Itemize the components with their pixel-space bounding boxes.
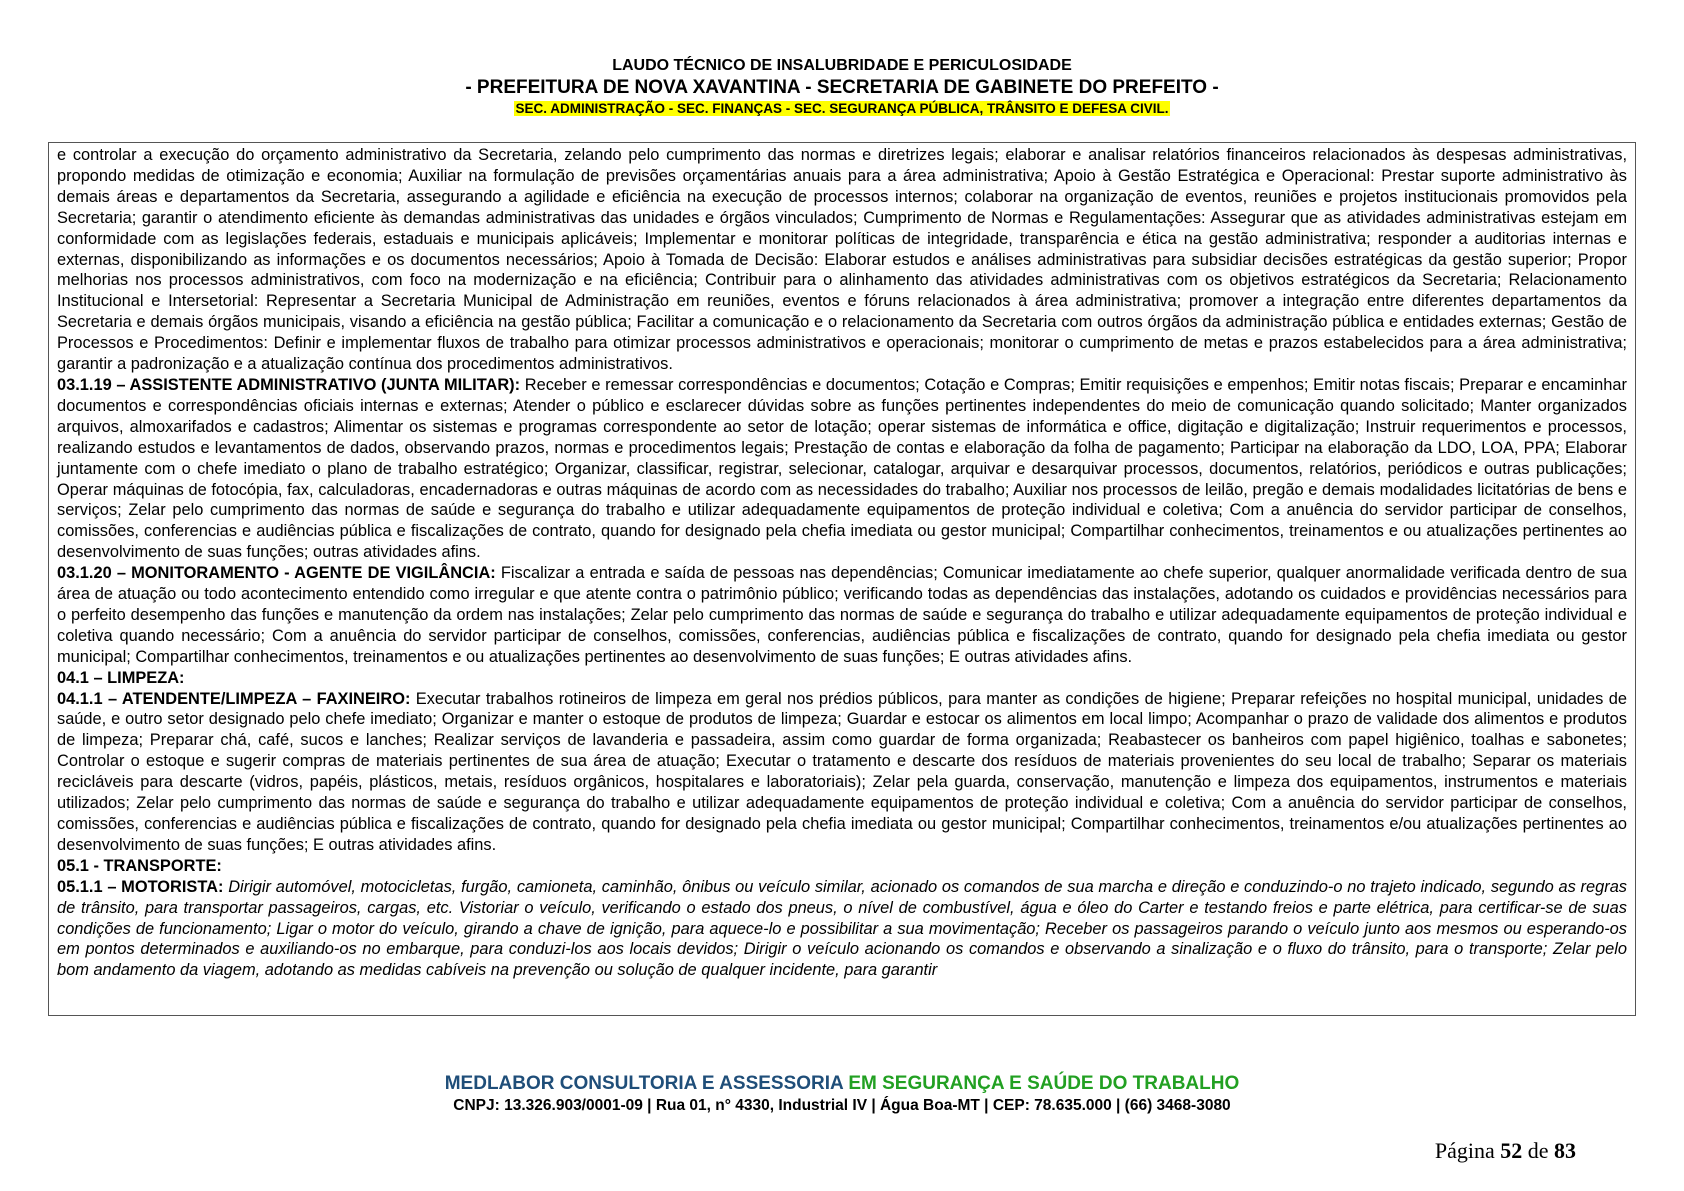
- report-title: LAUDO TÉCNICO DE INSALUBRIDADE E PERICULOSIDADE: [612, 57, 1072, 74]
- section-motorista: [57, 877, 1627, 982]
- company-name: MEDLABOR CONSULTORIA E ASSESSORIA EM SEGURANÇA E SAÚDE DO TRABALHO: [444, 1073, 1240, 1094]
- highlighted-secretariats: SEC. ADMINISTRAÇÃO - SEC. FINANÇAS - SEC. SEGURANÇA PÚBLICA, TRÂNSITO E DEFESA CIVIL.: [515, 101, 1169, 116]
- section-faxineiro: [57, 689, 1627, 856]
- page-number: Página 52 de 83: [1434, 1138, 1576, 1163]
- section-text: Fiscalizar a entrada e saída de pessoas nas dependências; Comunicar imediatamente ao chefe superior, qualquer anormalidade verificada dentro de sua área de atuação ou todo acontecimento entendido como irregular e que atente contra o patrimônio público; verificando todas as dependências das instalações, adotando os cuidados e providências necessários para o perfeito desempenho das funções e manutenção da ordem nas instalações; Zelar pelo cumprimento das normas de saúde e segurança do trabalho e utilizar adequadamente equipamentos de proteção individual e coletiva quando necessário; Com a anuência do servidor participar de conselhos, comissões, conferencias, audiências pública e fiscalizações de contrato, quando for designado pela chefia imediata ou gestor municipal; Compartilhar conhecimentos, treinamentos e ou atualizações pertinentes ao desenvolvimento de suas funções; E outras atividades afins.: [57, 564, 1627, 666]
- document-header: [0, 56, 1684, 118]
- section-title: 04.1.1 – ATENDENTE/LIMPEZA – FAXINEIRO:: [57, 689, 411, 708]
- paragraph-continuation: e controlar a execução do orçamento administrativo da Secretaria, zelando pelo cumprimento das normas e diretrizes legais; elaborar e analisar relatórios financeiros relacionados às despesas administrativas, propondo medidas de otimização e economia; Auxiliar na formulação de previsões orçamentárias anuais para a área administrativa; Apoio à Gestão Estratégica e Operacional: Prestar suporte administrativo às demais áreas e departamentos da Secretaria, assegurando a agilidade e eficiência na execução de processos internos; colaborar na organização de eventos, reuniões e projetos institucionais promovidos pela Secretaria; garantir o atendimento eficiente às demandas administrativas das unidades e órgãos vinculados; Cumprimento de Normas e Regulamentações: Assegurar que as atividades administrativas estejam em conformidade com as legislações federais, estaduais e municipais aplicáveis; Implementar e monitorar políticas de integridade, transparência e ética na gestão administrativa; responder a auditorias internas e externas, disponibilizando as informações e os documentos necessários; Apoio à Tomada de Decisão: Elaborar estudos e análises administrativas para subsidiar decisões estratégicas da gestão superior; Propor melhorias nos processos administrativos, com foco na modernização e na eficiência; Contribuir para o alinhamento das atividades administrativas com os objetivos estratégicos da Secretaria; Relacionamento Institucional e Intersetorial: Representar a Secretaria Municipal de Administração em reuniões, eventos e fóruns relacionados à área administrativa; promover a integração entre diferentes departamentos da Secretaria e demais órgãos municipais, visando a eficiência na gestão pública; Facilitar a comunicação e o relacionamento da Secretaria com outros órgãos da administração pública e entidades externas; Gestão de Processos e Procedimentos: Definir e implementar fluxos de trabalho para otimizar processos administrativos e operacionais; monitorar o cumprimento de metas e prazos estabelecidos para a área administrativa; garantir a padronização e a atualização contínua dos procedimentos administrativos.: [57, 146, 1627, 374]
- section-assistente-administrativo: [57, 375, 1627, 563]
- section-title: 05.1.1 – MOTORISTA:: [57, 877, 224, 896]
- section-title: 03.1.19 – ASSISTENTE ADMINISTRATIVO (JUNTA MILITAR):: [57, 375, 521, 394]
- section-agente-vigilancia: [57, 563, 1627, 668]
- content-box: [48, 142, 1636, 1016]
- section-title: 03.1.20 – MONITORAMENTO - AGENTE DE VIGILÂNCIA:: [57, 564, 496, 583]
- section-heading-transporte: 05.1 - TRANSPORTE:: [57, 856, 222, 875]
- section-text: Dirigir automóvel, motocicletas, furgão, camioneta, caminhão, ônibus ou veículo similar, acionado os comandos de sua marcha e direção e conduzindo-o no trajeto indicado, segundo as regras de trânsito, para transportar passageiros, cargas, etc. Vistoriar o veículo, verificando o estado dos pneus, o nível de combustível, água e óleo do Carter e testando freios e parte elétrica, para certificar-se de suas condições de funcionamento; Ligar o motor do veículo, girando a chave de ignição, para aquece-lo e possibilitar a sua movimentação; Receber os passageiros parando o veículo junto aos mesmos ou esperando-os em pontos determinados e auxiliando-os no embarque, para conduzi-los aos locais devidos; Dirigir o veículo acionando os comandos e observando a sinalização e o fluxo do trânsito, para o transporte; Zelar pelo bom andamento da viagem, adotando as medidas cabíveis na prevenção ou solução de qualquer incidente, para garantir: [57, 877, 1628, 980]
- document-footer: [0, 1072, 1684, 1116]
- section-heading-limpeza: 04.1 – LIMPEZA:: [57, 668, 185, 687]
- section-text: Executar trabalhos rotineiros de limpeza em geral nos prédios públicos, para manter as condições de higiene; Preparar refeições no hospital municipal, unidades de saúde, e outro setor designado pelo chefe imediato; Organizar e manter o estoque de produtos de limpeza; Guardar e estocar os alimentos em local limpo; Acompanhar o prazo de validade dos alimentos e produtos de limpeza; Preparar chá, café, sucos e lanches; Realizar serviços de lavanderia e passadeira, assim como guardar de forma organizada; Reabastecer os banheiros com papel higiênico, toalhas e sabonetes; Controlar o estoque e sugerir compras de materiais pertinentes de sua área de atuação; Executar o tratamento e descarte dos resíduos de materiais provenientes do seu local de trabalho; Separar os materiais recicláveis para descarte (vidros, papéis, plásticos, metais, resíduos orgânicos, hospitalares e laboratoriais); Zelar pela guarda, conservação, manutenção e limpeza dos equipamentos, instrumentos e materiais utilizados; Zelar pelo cumprimento das normas de saúde e segurança do trabalho e utilizar adequadamente equipamentos de proteção individual e coletiva; Com a anuência do servidor participar de conselhos, comissões, conferencias e audiências pública e fiscalizações de contrato, quando for designado pela chefia imediata ou gestor municipal; Compartilhar conhecimentos, treinamentos e/ou atualizações pertinentes ao desenvolvimento de suas funções; E outras atividades afins.: [57, 689, 1627, 854]
- report-subtitle: - PREFEITURA DE NOVA XAVANTINA - SECRETARIA DE GABINETE DO PREFEITO -: [465, 77, 1219, 98]
- section-text: Receber e remessar correspondências e documentos; Cotação e Compras; Emitir requisições e empenhos; Emitir notas fiscais; Preparar e encaminhar documentos e correspondências oficiais internas e externas; Atender o público e esclarecer dúvidas sobre as funções pertinentes independentes do meio de comunicação quando solicitado; Manter organizados arquivos, almoxarifados e cadastros; Alimentar os sistemas e programas correspondente ao setor de lotação; operar sistemas de informática e office, digitação e digitalização; Instruir requerimentos e processos, realizando estudos e levantamentos de dados, observando prazos, normas e procedimentos legais; Prestação de contas e elaboração da folha de pagamento; Participar na elaboração da LDO, LOA, PPA; Elaborar juntamente com o chefe imediato o plano de trabalho estratégico; Organizar, classificar, registrar, selecionar, catalogar, arquivar e desarquivar processos, documentos, relatórios, periódicos e outras publicações; Operar máquinas de fotocópia, fax, calculadoras, encadernadoras e outras máquinas de acordo com as necessidades do trabalho; Auxiliar nos processos de leilão, pregão e demais modalidades licitatórias de bens e serviços; Zelar pelo cumprimento das normas de saúde e segurança do trabalho e utilizar adequadamente equipamentos de proteção individual e coletiva; Com a anuência do servidor participar de conselhos, comissões, conferencias e audiências pública e fiscalizações de contrato, quando for designado pela chefia imediata ou gestor municipal; Compartilhar conhecimentos, treinamentos e ou atualizações pertinentes ao desenvolvimento de suas funções; outras atividades afins.: [57, 375, 1627, 562]
- company-address: CNPJ: 13.326.903/0001-09 | Rua 01, n° 4330, Industrial IV | Água Boa-MT | CEP: 78.635.000 | (66) 3468-3080: [453, 1097, 1231, 1114]
